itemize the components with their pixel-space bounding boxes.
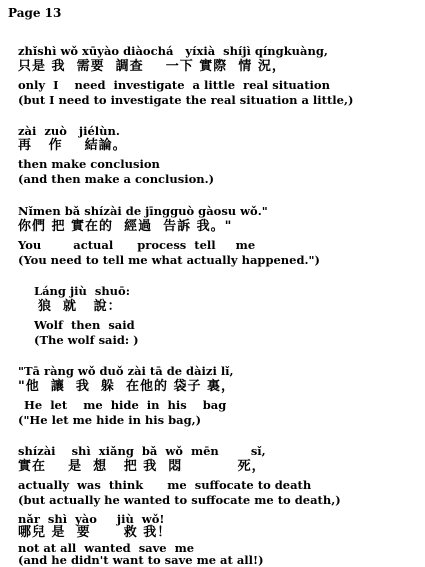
chinese-line: 只是 我 需要 調查 一下 實際 情 況，	[18, 59, 286, 74]
gloss-line: then make conclusion	[18, 157, 160, 171]
pinyin-line: "Tā ràng wǒ duǒ zài tā de dàizi lǐ,	[18, 364, 234, 378]
gloss-line: You actual process tell me	[18, 238, 256, 252]
gloss-line: He let me hide in his bag	[24, 398, 227, 412]
chinese-line: 實在 是 想 把 我 悶 死，	[18, 459, 266, 474]
translation-line: (and then make a conclusion.)	[18, 172, 215, 186]
pinyin-line: zài zuò jiélùn.	[18, 124, 120, 138]
pinyin-line: zhǐshì wǒ xūyào diàochá yíxià shíjì qíngkuàng,	[18, 44, 328, 58]
chinese-line: 再 作 結論。	[18, 138, 127, 153]
chinese-line: "他 讓 我 躲 在他的 袋子 裏，	[18, 379, 236, 394]
gloss-line: Wolf then said	[34, 318, 135, 332]
gloss-line: not at all wanted save me	[18, 541, 195, 555]
translation-line: (You need to tell me what actually happened.")	[18, 253, 320, 267]
gloss-line: actually was think me suffocate to death	[18, 478, 312, 492]
chinese-line: 狼 就 說：	[38, 299, 122, 314]
translation-line: (but I need to investigate the real situation a little,)	[18, 93, 354, 107]
page-number: Page 13	[8, 6, 62, 20]
pinyin-line: nǎr shì yào jiù wǒ!	[18, 512, 165, 526]
translation-line: (but actually he wanted to suffocate me to death,)	[18, 493, 341, 507]
translation-line: (The wolf said: )	[34, 333, 139, 347]
translation-line: (and he didn't want to save me at all!)	[18, 553, 264, 567]
translation-line: ("He let me hide in his bag,)	[18, 413, 202, 427]
gloss-line: only I need investigate a little real situation	[18, 78, 330, 92]
chinese-line: 哪兒 是 要 救 我！	[18, 525, 172, 540]
pinyin-line: Nǐmen bǎ shízài de jīngguò gàosu wǒ."	[18, 204, 268, 218]
pinyin-line: Láng jiù shuō:	[34, 284, 130, 298]
chinese-line: 你們 把 實在的 經過 告訴 我。"	[18, 219, 233, 234]
pinyin-line: shízài shì xiǎng bǎ wǒ mēn sǐ,	[18, 444, 266, 458]
